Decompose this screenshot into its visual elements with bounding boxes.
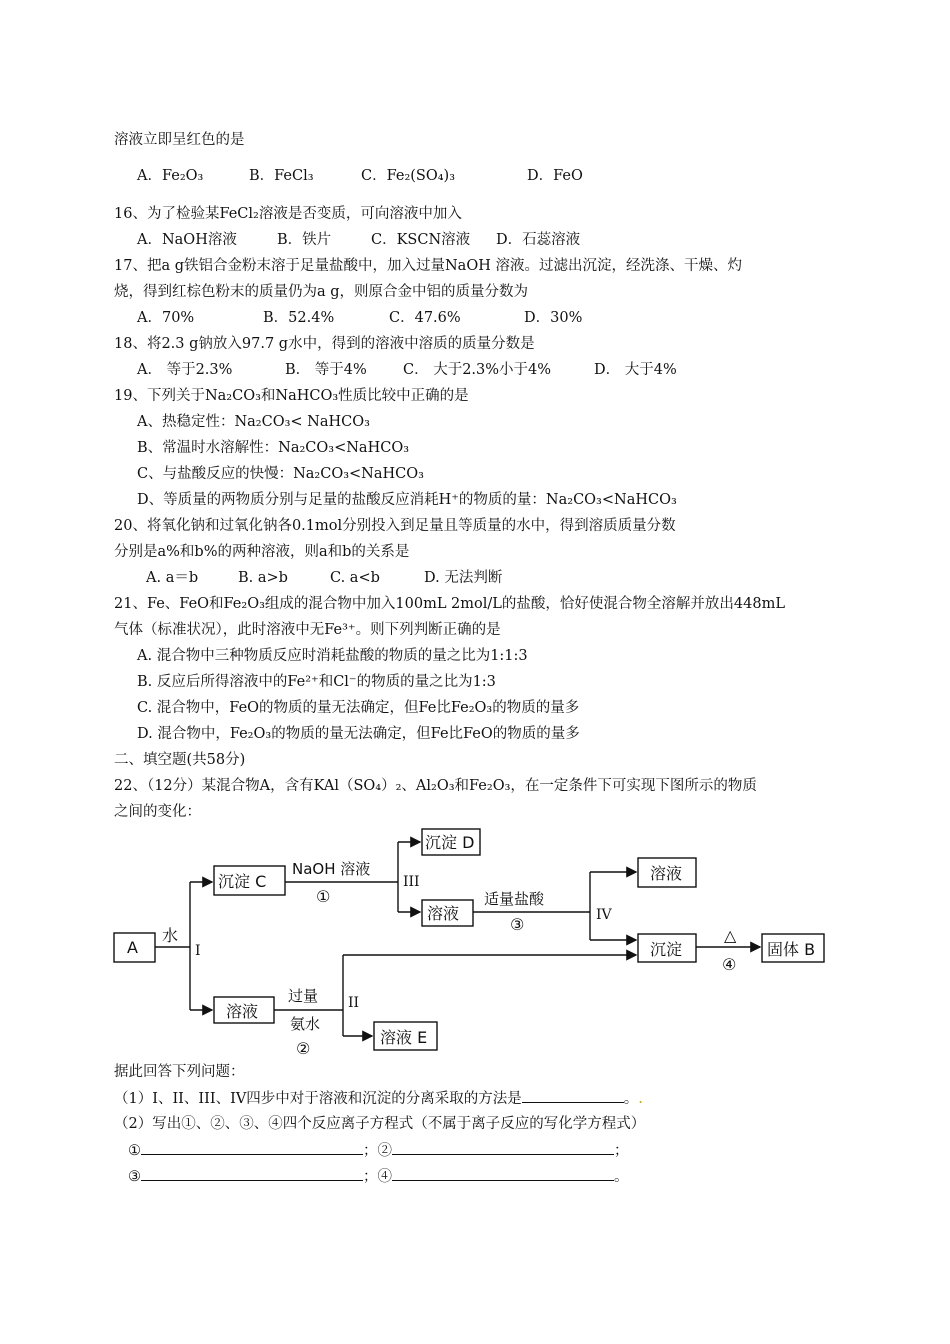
text-line: 溶液立即呈红色的是 [114, 132, 245, 148]
separator: ；② [363, 1143, 392, 1159]
question-18: 18、将2.3 g钠放入97.7 g水中，得到的溶液中溶质的质量分数是 [114, 336, 535, 352]
option-b: B．52.4% [263, 310, 335, 326]
label-reaction-4: ④ [722, 955, 737, 974]
terminator: 。 [614, 1169, 629, 1185]
label-reaction-3: ③ [510, 915, 525, 934]
option-b: B．铁片 [277, 232, 332, 248]
option-a: A．NaOH溶液 [137, 232, 237, 248]
question-17-cont: 烧，得到红棕色粉末的质量仍为a g，则原合金中铝的质量分数为 [114, 284, 529, 300]
label-a: A [127, 938, 138, 957]
answer-blank-4[interactable] [392, 1166, 614, 1181]
answer-blank-3[interactable] [141, 1166, 363, 1181]
option-a: A. a＝b [146, 570, 199, 586]
terminator: ； [614, 1143, 629, 1159]
option-b: B．FeCl₃ [249, 168, 314, 184]
option-a: A．Fe₂O₃ [137, 168, 204, 184]
answer-row-1 [128, 1140, 629, 1161]
answer-blank[interactable] [522, 1088, 624, 1103]
section-heading: 二、填空题(共58分) [114, 752, 246, 768]
delta-icon: △ [724, 926, 737, 945]
part-1-end: 。 [623, 1091, 639, 1107]
option-a: A． 等于2.3% [137, 362, 233, 378]
question-22-cont: 之间的变化： [114, 804, 201, 820]
option-c: C. 混合物中，FeO的物质的量无法确定，但Fe比Fe₂O₃的物质的量多 [137, 700, 580, 716]
part-1 [114, 1088, 643, 1109]
instruction-line: 据此回答下列问题： [114, 1064, 245, 1080]
label-excess: 过量 [288, 987, 319, 1005]
label-reaction-1: ① [316, 887, 331, 906]
part-2: （2）写出①、②、③、④四个反应离子方程式（不属于离子反应的写化学方程式） [114, 1116, 646, 1132]
label-step-ii: II [348, 995, 360, 1011]
option-b: B. 反应后所得溶液中的Fe²⁺和Cl⁻的物质的量之比为1:3 [137, 674, 496, 690]
label-solution-1: 溶液 [427, 904, 460, 923]
label-solution-e: 溶液 E [380, 1028, 428, 1047]
label-precipitate-c: 沉淀 C [218, 872, 267, 891]
label-step-iv: IV [596, 907, 612, 923]
option-c: C． 大于2.3%小于4% [403, 362, 552, 378]
label-reaction-1: ① [128, 1143, 141, 1159]
label-solution-2: 溶液 [650, 864, 683, 883]
answer-blank-1[interactable] [141, 1140, 363, 1155]
answer-row-2 [128, 1166, 629, 1187]
part-1-text: （1）I、II、III、IV四步中对于溶液和沉淀的分离采取的方法是 [114, 1091, 522, 1107]
option-a: A、热稳定性：Na₂CO₃< NaHCO₃ [137, 414, 370, 430]
option-b: B. a>b [238, 570, 288, 586]
option-d: D．30% [524, 310, 583, 326]
separator: ；④ [363, 1169, 392, 1185]
label-reaction-2: ② [296, 1039, 311, 1058]
label-reaction-3: ③ [128, 1169, 141, 1185]
label-precipitate: 沉淀 [650, 940, 683, 959]
label-step-iii: III [403, 874, 420, 890]
question-17: 17、把a g铁铝合金粉末溶于足量盐酸中，加入过量NaOH 溶液。过滤出沉淀，经洗涤、干燥、灼 [114, 258, 742, 274]
question-21: 21、Fe、FeO和Fe₂O₃组成的混合物中加入100mL 2mol/L的盐酸，恰好使混合物全溶解并放出448mL [114, 596, 785, 612]
option-d: D. 混合物中，Fe₂O₃的物质的量无法确定，但Fe比FeO的物质的量多 [137, 726, 580, 742]
label-solid-b: 固体 B [767, 940, 816, 959]
option-c: C．Fe₂(SO₄)₃ [361, 168, 456, 184]
question-20-cont: 分别是a%和b%的两种溶液，则a和b的关系是 [114, 544, 410, 560]
question-19: 19、下列关于Na₂CO₃和NaHCO₃性质比较中正确的是 [114, 388, 469, 404]
option-b: B、常温时水溶解性：Na₂CO₃<NaHCO₃ [137, 440, 410, 456]
question-20: 20、将氧化钠和过氧化钠各0.1mol分别投入到足量且等质量的水中，得到溶质质量分数 [114, 518, 676, 534]
option-c: C. a<b [330, 570, 380, 586]
label-hcl: 适量盐酸 [484, 890, 545, 908]
option-c: C．47.6% [389, 310, 461, 326]
label-solution-3: 溶液 [226, 1002, 259, 1021]
option-d: D. 无法判断 [424, 570, 503, 586]
question-22: 22、（12分）某混合物A，含有KAl（SO₄）₂、Al₂O₃和Fe₂O₃，在一定条件下可实现下图所示的物质 [114, 778, 757, 794]
stray-dot: . [638, 1091, 643, 1107]
option-b: B． 等于4% [285, 362, 367, 378]
option-d: D． 大于4% [594, 362, 677, 378]
label-water: 水 [162, 926, 179, 945]
option-a: A. 混合物中三种物质反应时消耗盐酸的物质的量之比为1:1:3 [137, 648, 528, 664]
label-naoh: NaOH 溶液 [292, 860, 371, 878]
option-c: C、与盐酸反应的快慢：Na₂CO₃<NaHCO₃ [137, 466, 424, 482]
option-d: D．FeO [527, 168, 583, 184]
option-d: D．石蕊溶液 [496, 232, 581, 248]
question-16: 16、为了检验某FeCl₂溶液是否变质，可向溶液中加入 [114, 206, 462, 222]
answer-blank-2[interactable] [392, 1140, 614, 1155]
label-ammonia: 氨水 [290, 1015, 321, 1033]
option-d: D、等质量的两物质分别与足量的盐酸反应消耗H⁺的物质的量：Na₂CO₃<NaHCO₃ [137, 492, 677, 508]
question-21-cont: 气体（标准状况），此时溶液中无Fe³⁺。则下列判断正确的是 [114, 622, 501, 638]
label-precipitate-d: 沉淀 D [425, 833, 475, 852]
label-step-i: I [195, 943, 201, 959]
option-a: A．70% [137, 310, 195, 326]
option-c: C．KSCN溶液 [371, 232, 471, 248]
